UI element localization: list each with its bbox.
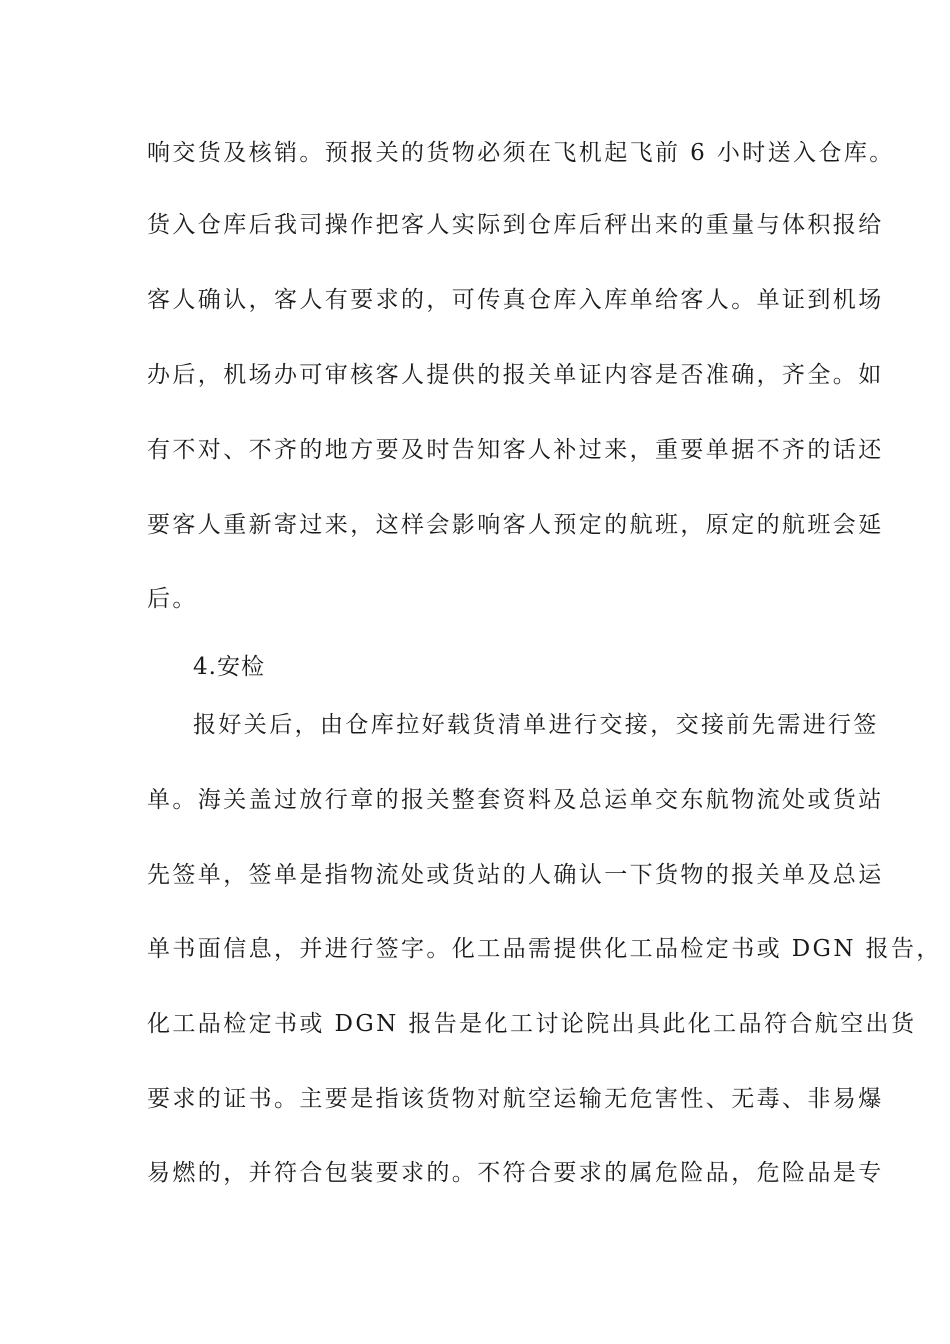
paragraph-line: 单书面信息，并进行签字。化工品需提供化工品检定书或 DGN 报告， <box>147 936 942 962</box>
paragraph-line: 单。海关盖过放行章的报关整套资料及总运单交东航物流处或货站 <box>147 787 884 813</box>
paragraph-line: 化工品检定书或 DGN 报告是化工讨论院出具此化工品符合航空出货 <box>147 1011 917 1037</box>
paragraph-line: 要求的证书。主要是指该货物对航空运输无危害性、无毒、非易爆 <box>147 1086 884 1112</box>
paragraph-line: 后。 <box>147 586 198 612</box>
paragraph-line: 有不对、不齐的地方要及时告知客人补过来，重要单据不齐的话还 <box>147 437 884 463</box>
paragraph-line: 货入仓库后我司操作把客人实际到仓库后秤出来的重量与体积报给 <box>147 212 884 238</box>
paragraph-line: 办后，机场办可审核客人提供的报关单证内容是否准确，齐全。如 <box>147 362 884 388</box>
paragraph-line: 客人确认，客人有要求的，可传真仓库入库单给客人。单证到机场 <box>147 287 884 313</box>
paragraph-line: 先签单，签单是指物流处或货站的人确认一下货物的报关单及总运 <box>147 862 884 888</box>
paragraph-line: 报好关后，由仓库拉好载货清单进行交接，交接前先需进行签 <box>193 712 879 738</box>
section-heading: 4.安检 <box>193 654 265 680</box>
paragraph-line: 易燃的，并符合包装要求的。不符合要求的属危险品，危险品是专 <box>147 1160 884 1186</box>
paragraph-line: 响交货及核销。预报关的货物必须在飞机起飞前 6 小时送入仓库。 <box>147 140 895 166</box>
paragraph-line: 要客人重新寄过来，这样会影响客人预定的航班，原定的航班会延 <box>147 512 884 538</box>
